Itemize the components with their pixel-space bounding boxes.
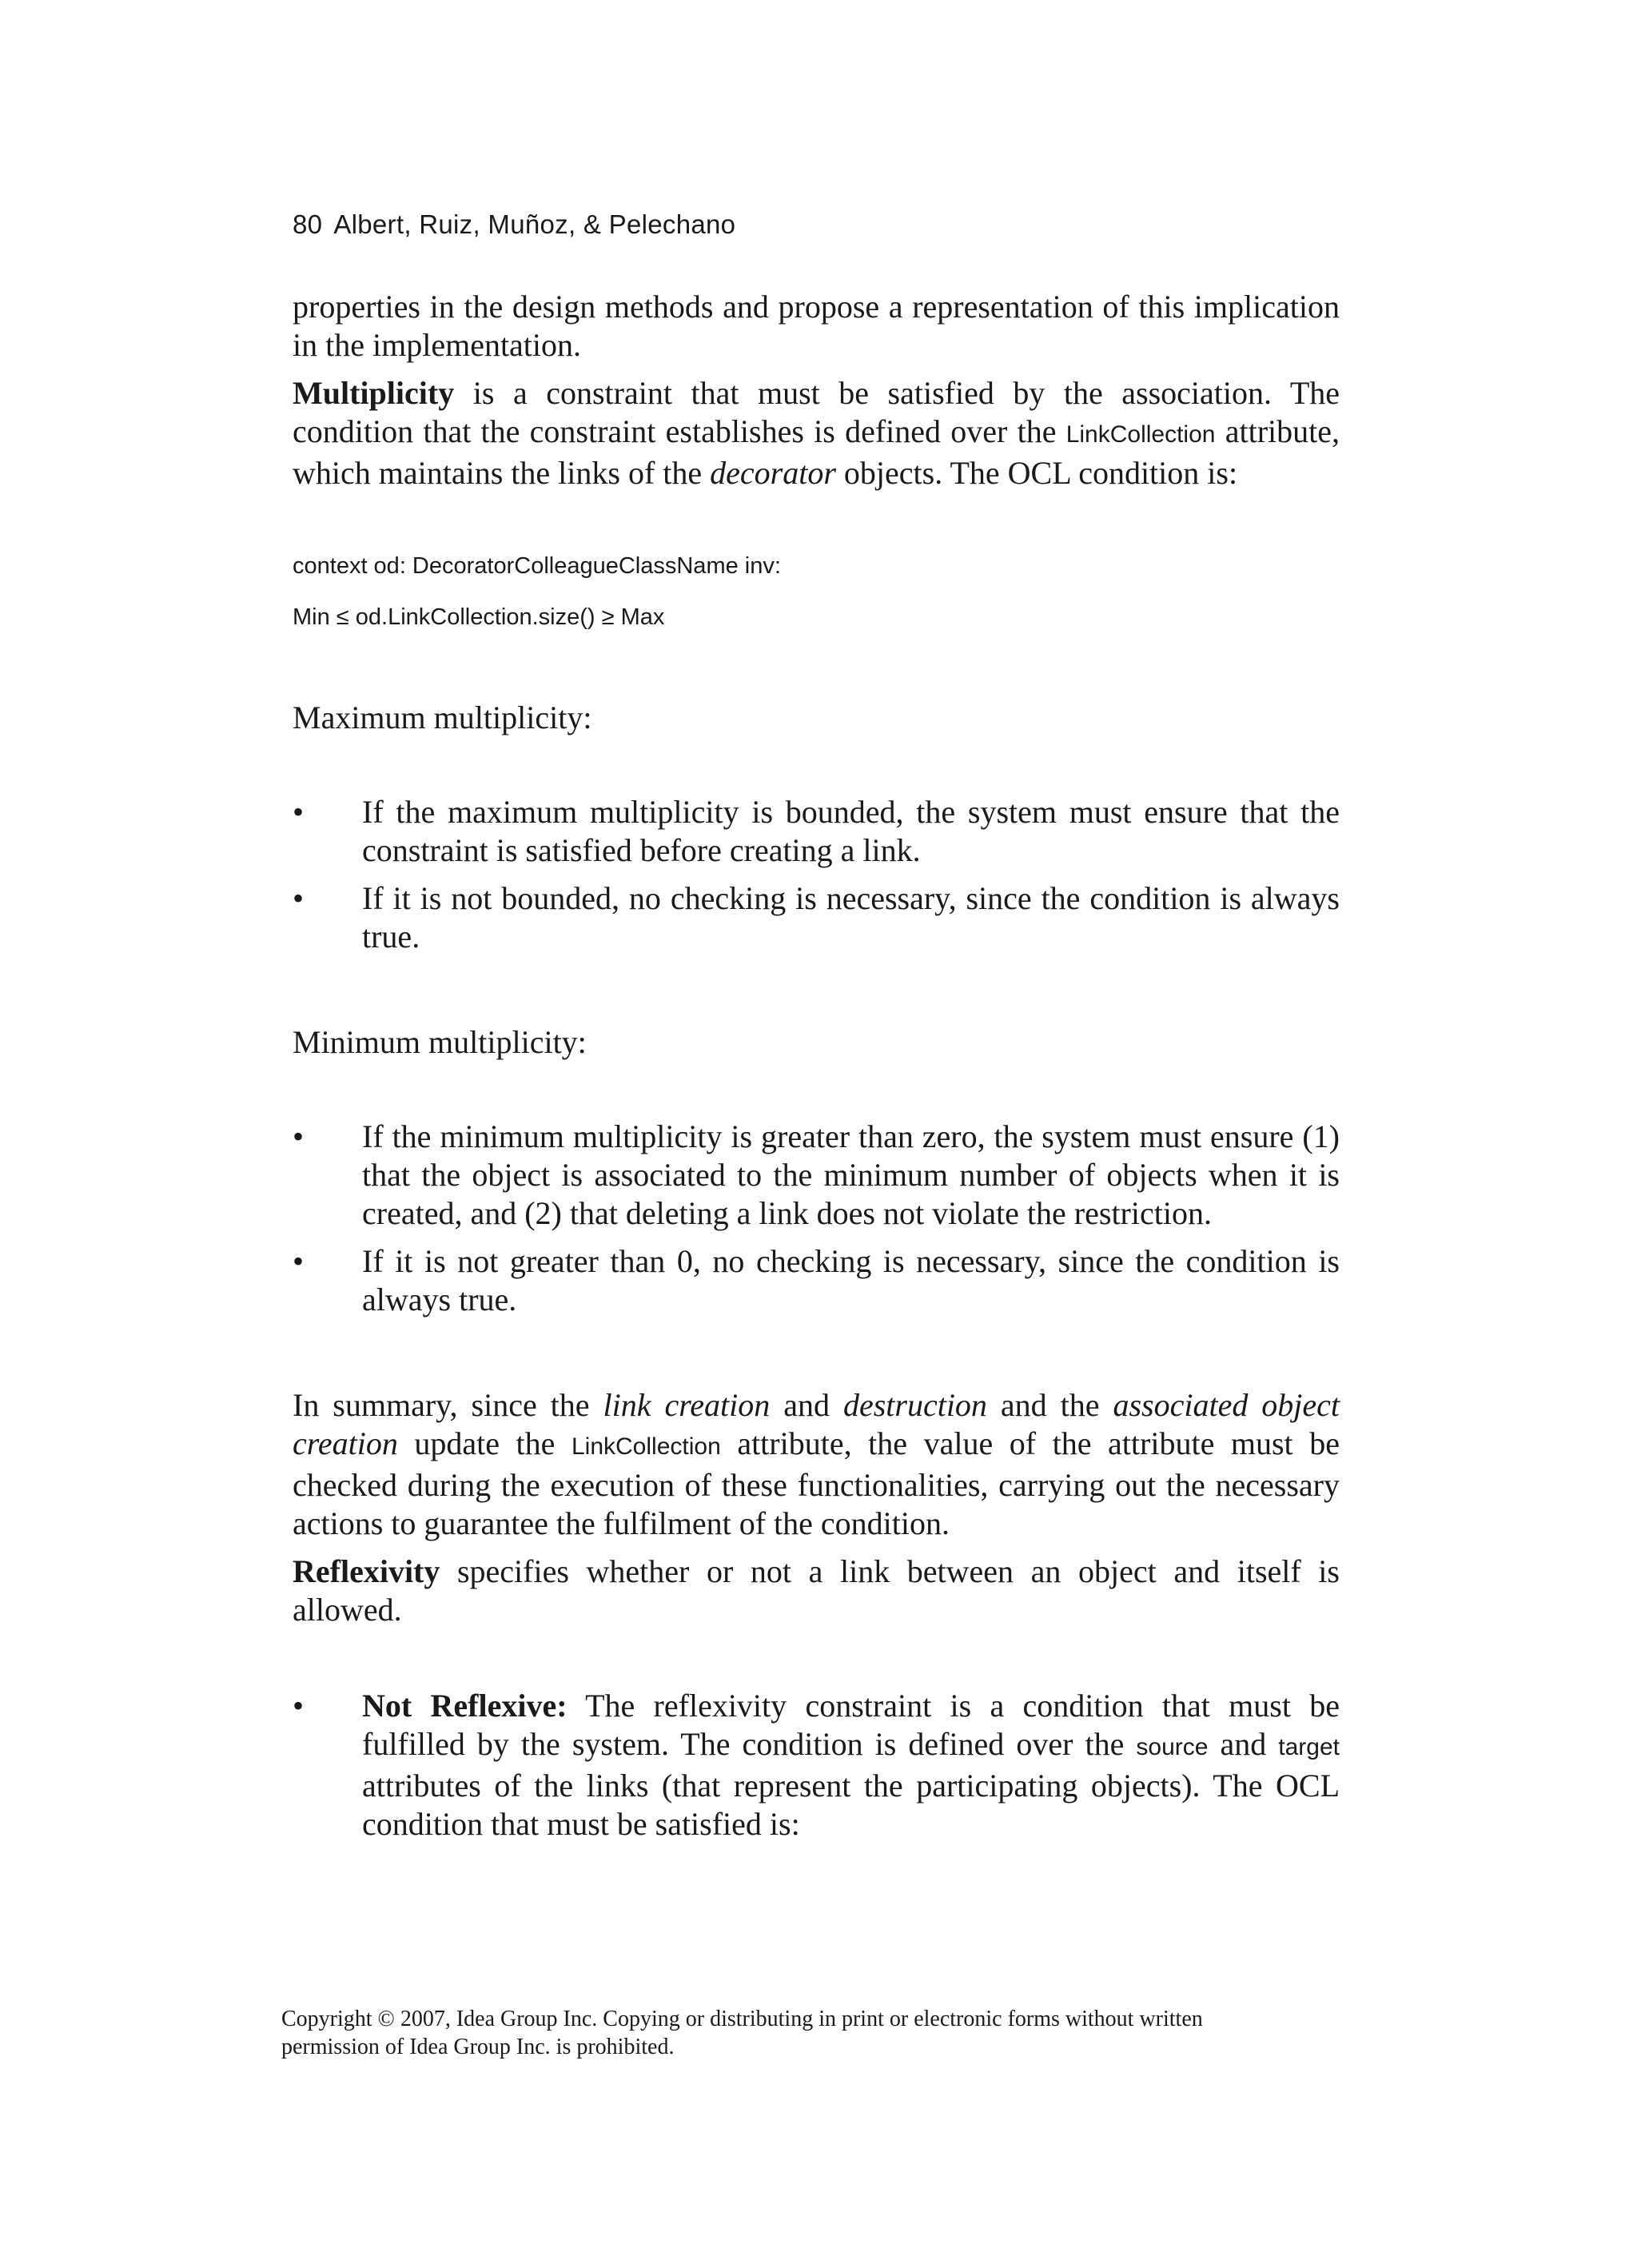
- bullet-glyph: •: [293, 1243, 305, 1279]
- running-header: [293, 209, 735, 240]
- copyright-line-2: permission of Idea Group Inc. is prohibited.: [281, 2035, 675, 2059]
- paragraph-multiplicity: Multiplicity is a constraint that must be satisfied by the association. The condition that the constraint establishes is defined over the LinkCollection attribute, which maintains the links of the decorator objects. The OCL condition is:: [293, 375, 1340, 491]
- paragraph-continuation: properties in the design methods and propose a representation of this implication in the implementation.: [293, 289, 1340, 363]
- term-not-reflexive: Not Reflexive:: [362, 1688, 568, 1724]
- author-line: Albert, Ruiz, Muñoz, & Pelechano: [333, 209, 736, 239]
- inline-code-target: target: [1278, 1734, 1340, 1760]
- min-multiplicity-heading: Minimum multiplicity:: [293, 1024, 587, 1060]
- ocl-context-line: context od: DecoratorColleagueClassName inv:: [293, 553, 781, 579]
- min-multiplicity-list: [293, 1118, 1340, 1319]
- list-item: • If the maximum multiplicity is bounded, the system must ensure that the constraint is satisfied before creating a link.: [293, 794, 1340, 868]
- list-item: • If it is not greater than 0, no checking is necessary, since the condition is always true.: [293, 1243, 1340, 1317]
- list-item: • If it is not bounded, no checking is necessary, since the condition is always true.: [293, 880, 1340, 955]
- reflexivity-list: [293, 1687, 1340, 1843]
- bullet-glyph: •: [293, 880, 305, 916]
- bullet-glyph: •: [293, 794, 305, 830]
- page-body: [293, 288, 1340, 1843]
- max-multiplicity-heading: Maximum multiplicity:: [293, 700, 592, 735]
- list-item: • If the minimum multiplicity is greater than zero, the system must ensure (1) that the object is associated to the minimum number of objects when it is created, and (2) that deleting a link does not violate the restriction.: [293, 1118, 1340, 1231]
- bullet-glyph: •: [293, 1118, 305, 1154]
- term-multiplicity: Multiplicity: [293, 375, 455, 411]
- emph-decorator: decorator: [710, 455, 836, 491]
- inline-code-source: source: [1136, 1734, 1209, 1760]
- bullet-glyph: •: [293, 1688, 305, 1724]
- max-multiplicity-list: [293, 793, 1340, 956]
- page-number: 80: [293, 209, 323, 239]
- term-reflexivity: Reflexivity: [293, 1553, 440, 1589]
- inline-code-linkcollection: LinkCollection: [571, 1433, 721, 1460]
- paragraph-reflexivity: Reflexivity specifies whether or not a link between an object and itself is allowed.: [293, 1553, 1340, 1628]
- copyright-footer: [281, 2005, 1320, 2061]
- copyright-line-1: Copyright © 2007, Idea Group Inc. Copying or distributing in print or electronic forms without written: [281, 2007, 1203, 2031]
- list-item: • Not Reflexive: The reflexivity constraint is a condition that must be fulfilled by the system. The condition is defined over the source and target attributes of the links (that represent the participating objects). The OCL condition that must be satisfied is:: [293, 1688, 1340, 1842]
- ocl-expression-line: Min ≤ od.LinkCollection.size() ≥ Max: [293, 604, 665, 630]
- paragraph-summary: In summary, since the link creation and destruction and the associated object creation update the LinkCollection attribute, the value of the attribute must be checked during the execution of these functionalities, carrying out the necessary actions to guarantee the fulfilment of the condition.: [293, 1387, 1340, 1541]
- inline-code-linkcollection: LinkCollection: [1065, 421, 1216, 448]
